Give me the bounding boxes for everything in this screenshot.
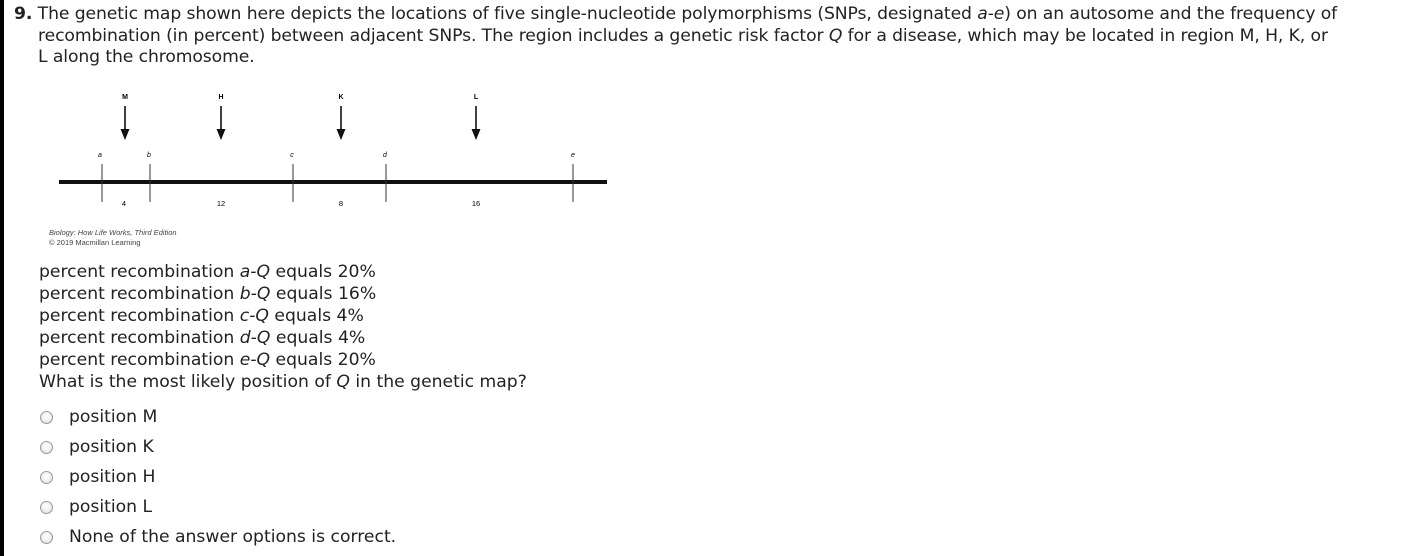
snp-label-d: d — [383, 152, 387, 159]
left-accent-bar — [0, 0, 4, 556]
recombination-line — [39, 261, 527, 283]
recombination-pair: b-Q — [239, 284, 271, 304]
recombination-value: equals 20% — [270, 262, 376, 282]
region-label-h: H — [218, 94, 224, 101]
radio-button[interactable] — [40, 501, 53, 514]
question-stem — [39, 261, 527, 393]
recombination-pair: a-Q — [239, 262, 271, 282]
question-line1-a: The genetic map shown here depicts the locations of five single-nucleotide polymorphisms (SNPs, designated — [37, 4, 978, 24]
option-label[interactable]: position K — [69, 437, 154, 457]
snp-label-a: a — [98, 152, 102, 159]
recombination-pair: c-Q — [239, 306, 269, 326]
question-line1-c: ) on an autosome and the frequency of — [1004, 4, 1338, 24]
recombination-pair: d-Q — [239, 328, 271, 348]
radio-button[interactable] — [40, 531, 53, 544]
question-prompt — [39, 371, 527, 393]
recombination-value: equals 20% — [270, 350, 376, 370]
snp-label-e: e — [571, 152, 575, 159]
region-label-l: L — [473, 94, 479, 101]
distance-b-c: 12 — [216, 199, 226, 208]
credit-book: Biology: How Life Works, Third Edition — [49, 228, 177, 237]
recombination-value: equals 16% — [270, 284, 377, 304]
answer-option-position-l[interactable] — [40, 492, 396, 522]
recombination-line — [39, 283, 527, 305]
answer-option-none[interactable] — [40, 522, 396, 552]
option-label[interactable]: None of the answer options is correct. — [69, 527, 397, 547]
arrow-down-icon — [121, 106, 130, 140]
distance-d-e: 16 — [471, 199, 481, 208]
recombination-pair: e-Q — [239, 350, 271, 370]
prompt-text-b: Q — [336, 372, 350, 392]
snp-label-c: c — [290, 152, 294, 159]
question-line1-b: a-e — [977, 4, 1005, 24]
recombination-value: equals 4% — [268, 306, 364, 326]
recombination-line — [39, 327, 527, 349]
radio-button[interactable] — [40, 471, 53, 484]
question-line2-c: for a disease, which may be located in region M, H, K, or — [842, 25, 1328, 46]
arrow-down-icon — [217, 106, 226, 140]
distance-c-d: 8 — [338, 199, 344, 208]
recombination-prefix: percent recombination — [39, 328, 240, 348]
question-line3: L along the chromosome. — [38, 47, 255, 67]
prompt-text-c: in the genetic map? — [349, 372, 527, 392]
prompt-text-a: What is the most likely position of — [39, 372, 337, 392]
credit-copyright: © 2019 Macmillan Learning — [49, 238, 141, 247]
region-label-m: M — [122, 94, 128, 101]
recombination-prefix: percent recombination — [39, 350, 240, 370]
answer-option-position-k[interactable] — [40, 432, 396, 462]
recombination-prefix: percent recombination — [39, 306, 240, 326]
snp-label-b: b — [147, 152, 151, 159]
recombination-line — [39, 349, 527, 371]
recombination-value: equals 4% — [270, 328, 366, 348]
option-label[interactable]: position H — [69, 467, 156, 487]
question-text — [14, 4, 1426, 69]
recombination-prefix: percent recombination — [39, 262, 240, 282]
question-line2-a: recombination (in percent) between adjacent SNPs. The region includes a genetic risk factor — [38, 25, 829, 46]
radio-button[interactable] — [40, 411, 53, 424]
distance-a-b: 4 — [121, 199, 127, 208]
answer-options — [40, 402, 396, 552]
recombination-prefix: percent recombination — [39, 284, 240, 304]
question-line2-b: Q — [828, 25, 843, 46]
figure-credit — [49, 228, 177, 248]
radio-button[interactable] — [40, 441, 53, 454]
answer-option-position-m[interactable] — [40, 402, 396, 432]
recombination-line — [39, 305, 527, 327]
question-number: 9. — [14, 4, 33, 24]
arrow-down-icon — [472, 106, 481, 140]
answer-option-position-h[interactable] — [40, 462, 396, 492]
option-label[interactable]: position L — [69, 497, 153, 517]
region-label-k: K — [338, 94, 344, 101]
arrow-down-icon — [337, 106, 346, 140]
option-label[interactable]: position M — [69, 407, 158, 427]
